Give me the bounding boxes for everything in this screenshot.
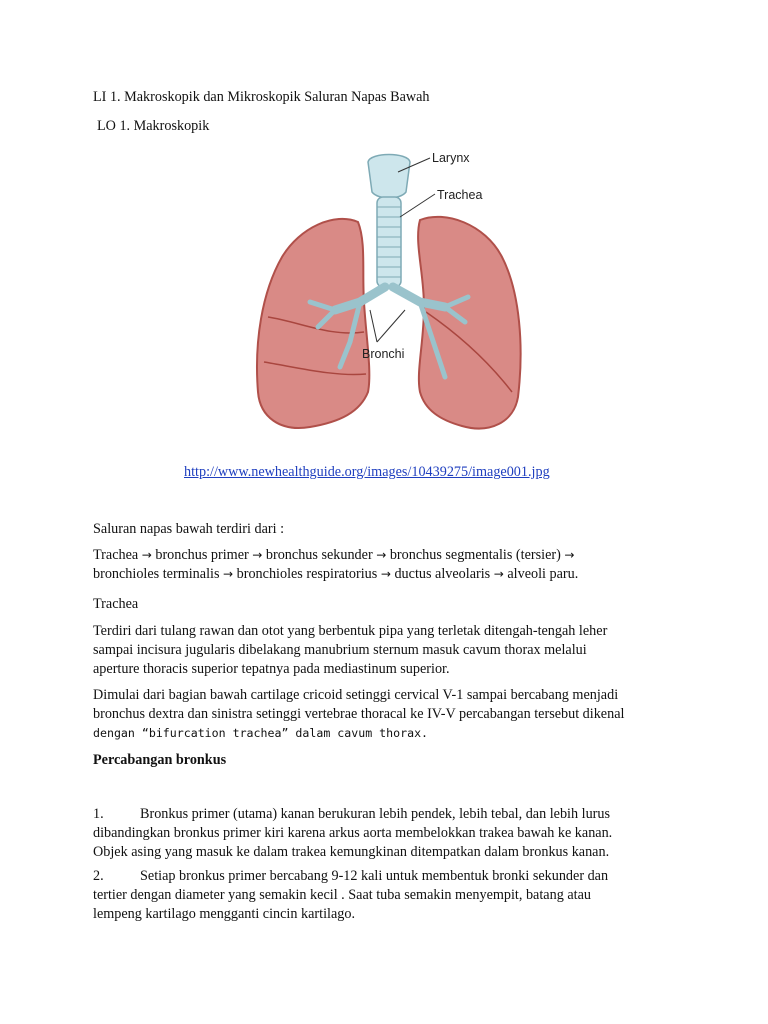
pathway-item-bronchioles-respiratorius: bronchioles respiratorius: [236, 566, 378, 582]
arrow-icon: →: [223, 567, 234, 581]
arrow-icon: →: [141, 548, 152, 562]
lung-diagram: [240, 142, 526, 456]
paragraph-line: Dimulai dari bagian bawah cartilage cricoid setinggi cervical V-1 sampai bercabang menjadi: [93, 687, 619, 703]
arrow-icon: →: [376, 548, 387, 562]
bronkus-item-2: [93, 867, 693, 924]
arrow-icon: →: [493, 567, 504, 581]
arrow-icon: →: [380, 567, 391, 581]
li-title: LI 1. Makroskopik dan Mikroskopik Saluran Napas Bawah: [93, 89, 430, 105]
pathway-line-1: [93, 546, 693, 565]
list-item-line: Objek asing yang masuk ke dalam trakea kemungkinan ditempatkan dalam bronkus kanan.: [93, 844, 610, 860]
list-number: 1.: [93, 806, 104, 822]
trachea-paragraph-2: [93, 686, 693, 743]
pathway-item-bronchus-primer: bronchus primer: [155, 547, 249, 563]
list-item-line: lempeng kartilago mengganti cincin kartilago.: [93, 906, 355, 922]
pathway-item-bronchioles-terminalis: bronchioles terminalis: [93, 566, 220, 582]
lung-diagram-figure: [240, 142, 526, 456]
list-item-line: [93, 867, 693, 886]
label-trachea: Trachea: [437, 188, 483, 202]
pathway-line-2: [93, 565, 693, 584]
paragraph-line: aperture thoracis superior tepatnya pada mediastinum superior.: [93, 661, 450, 677]
bronkus-item-1: [93, 805, 693, 862]
left-lung-shape: [418, 217, 521, 429]
trachea-heading: Trachea: [93, 596, 139, 612]
label-larynx: Larynx: [432, 151, 470, 165]
list-item-line: tertier dengan diameter yang semakin kecil . Saat tuba semakin menyempit, batang atau: [93, 887, 591, 903]
paragraph-line-mono: dengan “bifurcation trachea” dalam cavum thorax.: [93, 726, 429, 740]
pathway-paragraph: [93, 546, 693, 584]
intro-text: Saluran napas bawah terdiri dari :: [93, 521, 285, 537]
label-bronchi: Bronchi: [362, 347, 405, 361]
paragraph-line: bronchus dextra dan sinistra setinggi vertebrae thoracal ke IV-V percabangan tersebut dikenal: [93, 706, 625, 722]
lo-title: LO 1. Makroskopik: [97, 118, 210, 134]
list-text: Bronkus primer (utama) kanan berukuran lebih pendek, lebih tebal, dan lebih lurus: [140, 806, 611, 822]
figure-source-link[interactable]: http://www.newhealthguide.org/images/10439275/image001.jpg: [184, 464, 550, 480]
list-item-line: dibandingkan bronkus primer kiri karena arkus aorta membelokkan trakea bawah ke kanan.: [93, 825, 613, 841]
larynx-shape: [368, 155, 410, 199]
pathway-item-bronchus-sekunder: bronchus sekunder: [265, 547, 373, 563]
list-item-line: [93, 805, 693, 824]
pathway-item-trachea: Trachea: [93, 547, 139, 563]
paragraph-line: sampai incisura jugularis dibelakang manubrium sternum masuk cavum thorax melalui: [93, 642, 587, 658]
trachea-shape: [377, 197, 401, 287]
trachea-paragraph-1: [93, 622, 693, 679]
list-text: Setiap bronkus primer bercabang 9-12 kali untuk membentuk bronki sekunder dan: [140, 868, 609, 884]
bronkus-heading: Percabangan bronkus: [93, 752, 227, 768]
arrow-icon: →: [564, 548, 575, 562]
pathway-item-alveoli-paru: alveoli paru.: [507, 566, 579, 582]
list-number: 2.: [93, 868, 104, 884]
arrow-icon: →: [252, 548, 263, 562]
pathway-item-ductus-alveolaris: ductus alveolaris: [394, 566, 491, 582]
paragraph-line: Terdiri dari tulang rawan dan otot yang berbentuk pipa yang terletak ditengah-tengah leher: [93, 623, 608, 639]
pathway-item-bronchus-segmentalis: bronchus segmentalis (tersier): [389, 547, 561, 563]
